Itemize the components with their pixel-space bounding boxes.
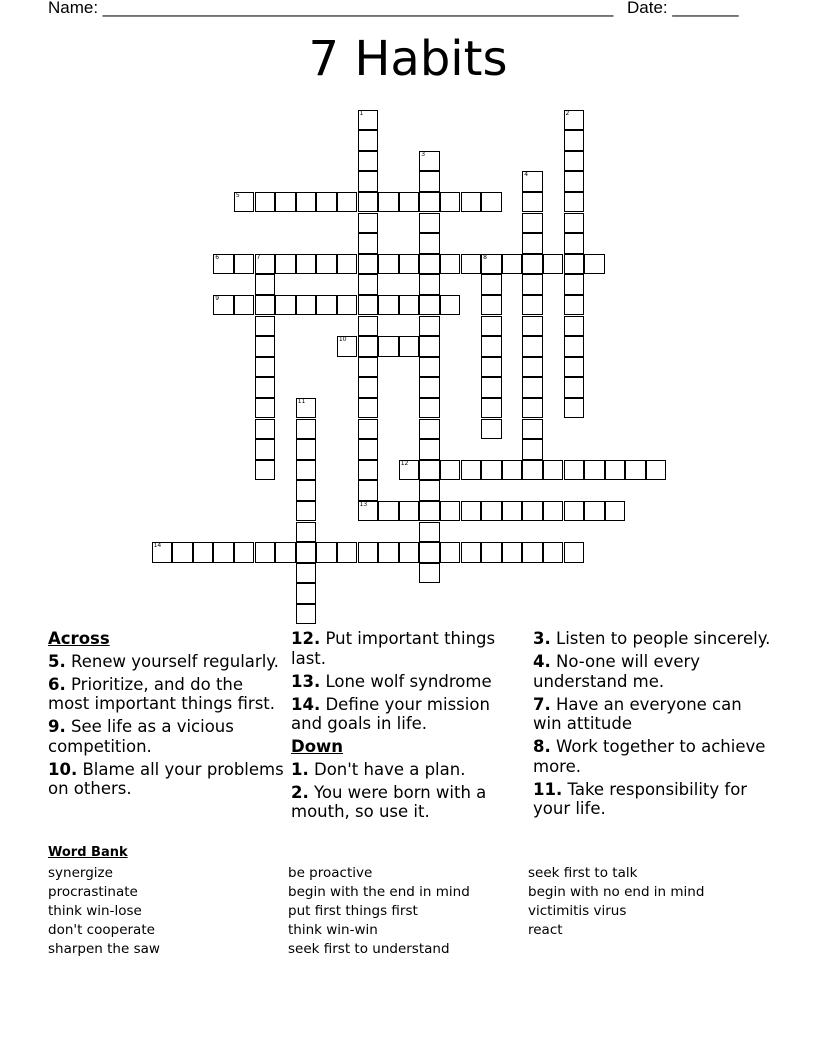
- crossword-cell[interactable]: [419, 192, 440, 213]
- crossword-cell[interactable]: [316, 295, 337, 316]
- crossword-cell[interactable]: [564, 110, 585, 131]
- cell-number: 10: [338, 336, 347, 344]
- crossword-cell[interactable]: [213, 542, 234, 563]
- crossword-cell[interactable]: [564, 130, 585, 151]
- crossword-cell[interactable]: [358, 274, 379, 295]
- crossword-cell[interactable]: [255, 316, 276, 337]
- page-title: 7 Habits: [308, 31, 508, 87]
- crossword-cell[interactable]: [564, 501, 585, 522]
- crossword-cell[interactable]: [522, 192, 543, 213]
- crossword-cell[interactable]: [419, 151, 440, 172]
- crossword-cell[interactable]: [522, 419, 543, 440]
- crossword-cell[interactable]: [358, 336, 379, 357]
- crossword-cell[interactable]: [502, 542, 523, 563]
- crossword-cell[interactable]: [481, 295, 502, 316]
- crossword-cell[interactable]: [419, 480, 440, 501]
- crossword-cell[interactable]: [255, 542, 276, 563]
- crossword-cell[interactable]: [296, 501, 317, 522]
- crossword-cell[interactable]: [564, 336, 585, 357]
- crossword-cell[interactable]: [296, 439, 317, 460]
- word-bank-item: synergize: [48, 865, 113, 881]
- crossword-cell[interactable]: [193, 542, 214, 563]
- crossword-cell[interactable]: [296, 604, 317, 625]
- crossword-cell[interactable]: [358, 480, 379, 501]
- crossword-cell[interactable]: [481, 336, 502, 357]
- cell-number: 14: [153, 542, 162, 550]
- cell-number: 12: [400, 459, 409, 467]
- down-clue-7: 7. Have an everyone can win attitude: [533, 694, 742, 733]
- crossword-cell[interactable]: [316, 254, 337, 275]
- crossword-cell[interactable]: [564, 192, 585, 213]
- crossword-cell[interactable]: [296, 522, 317, 543]
- word-bank-item: begin with no end in mind: [528, 884, 705, 900]
- crossword-cell[interactable]: [543, 460, 564, 481]
- crossword-cell[interactable]: [399, 192, 420, 213]
- crossword-cell[interactable]: [419, 357, 440, 378]
- crossword-cell[interactable]: [419, 439, 440, 460]
- crossword-cell[interactable]: [337, 542, 358, 563]
- crossword-cell[interactable]: [255, 192, 276, 213]
- crossword-cell[interactable]: [564, 357, 585, 378]
- down-clue-1: 1. Don't have a plan.: [291, 759, 466, 779]
- crossword-cell[interactable]: [481, 254, 502, 275]
- crossword-cell[interactable]: [358, 151, 379, 172]
- crossword-cell[interactable]: [584, 501, 605, 522]
- crossword-cell[interactable]: [419, 563, 440, 584]
- crossword-cell[interactable]: [440, 542, 461, 563]
- crossword-cell[interactable]: [255, 295, 276, 316]
- crossword-cell[interactable]: [564, 254, 585, 275]
- crossword-cell[interactable]: [255, 357, 276, 378]
- crossword-cell[interactable]: [419, 542, 440, 563]
- crossword-cell[interactable]: [358, 110, 379, 131]
- crossword-cell[interactable]: [461, 460, 482, 481]
- down-clue-3: 3. Listen to people sincerely.: [533, 629, 771, 648]
- crossword-cell[interactable]: [646, 460, 667, 481]
- crossword-cell[interactable]: [255, 398, 276, 419]
- crossword-cell[interactable]: [564, 295, 585, 316]
- crossword-cell[interactable]: [564, 213, 585, 234]
- crossword-cell[interactable]: [234, 254, 255, 275]
- crossword-cell[interactable]: [502, 460, 523, 481]
- crossword-cell[interactable]: [419, 295, 440, 316]
- crossword-cell[interactable]: [234, 295, 255, 316]
- crossword-cell[interactable]: [461, 501, 482, 522]
- crossword-cell[interactable]: [296, 480, 317, 501]
- crossword-cell[interactable]: [564, 274, 585, 295]
- crossword-cell[interactable]: [481, 357, 502, 378]
- crossword-cell[interactable]: [296, 398, 317, 419]
- crossword-cell[interactable]: [358, 460, 379, 481]
- crossword-cell[interactable]: [358, 542, 379, 563]
- crossword-cell[interactable]: [378, 501, 399, 522]
- word-bank-heading: Word Bank: [48, 845, 128, 860]
- crossword-cell[interactable]: [522, 316, 543, 337]
- crossword-cell[interactable]: [481, 192, 502, 213]
- cell-number: 7: [256, 253, 261, 261]
- crossword-cell[interactable]: [296, 295, 317, 316]
- cell-number: 8: [483, 253, 487, 261]
- crossword-cell[interactable]: [255, 460, 276, 481]
- crossword-cell[interactable]: [564, 233, 585, 254]
- word-bank-item: don't cooperate: [48, 922, 155, 938]
- cell-number: 11: [297, 397, 306, 405]
- crossword-cell[interactable]: [481, 274, 502, 295]
- crossword-cell[interactable]: [358, 316, 379, 337]
- crossword-cell[interactable]: [564, 460, 585, 481]
- crossword-cell[interactable]: [605, 501, 626, 522]
- crossword-cell[interactable]: [522, 460, 543, 481]
- crossword-cell[interactable]: [337, 192, 358, 213]
- crossword-cell[interactable]: [255, 336, 276, 357]
- crossword-cell[interactable]: [358, 377, 379, 398]
- crossword-cell[interactable]: [522, 377, 543, 398]
- crossword-cell[interactable]: [625, 460, 646, 481]
- word-bank-item: be proactive: [288, 865, 373, 881]
- crossword-cell[interactable]: [296, 419, 317, 440]
- crossword-cell[interactable]: [419, 274, 440, 295]
- crossword-cell[interactable]: [172, 542, 193, 563]
- across-clue-10: 10. Blame all your problems on others.: [48, 759, 284, 798]
- crossword-cell[interactable]: [213, 254, 234, 275]
- crossword-cell[interactable]: [213, 295, 234, 316]
- crossword-cell[interactable]: [543, 542, 564, 563]
- crossword-cell[interactable]: [461, 542, 482, 563]
- word-bank-item: think win-lose: [48, 903, 142, 919]
- across-clue-5: 5. Renew yourself regularly.: [48, 651, 279, 671]
- crossword-cell[interactable]: [255, 439, 276, 460]
- crossword-cell[interactable]: [255, 254, 276, 275]
- crossword-cell[interactable]: [316, 192, 337, 213]
- crossword-cell[interactable]: [481, 501, 502, 522]
- crossword-cell[interactable]: [440, 501, 461, 522]
- crossword-cell[interactable]: [564, 171, 585, 192]
- crossword-cell[interactable]: [522, 542, 543, 563]
- crossword-cell[interactable]: [564, 377, 585, 398]
- crossword-cell[interactable]: [296, 563, 317, 584]
- crossword-cell[interactable]: [522, 233, 543, 254]
- crossword-cell[interactable]: [152, 542, 173, 563]
- across-heading: Across: [48, 629, 110, 648]
- crossword-cell[interactable]: [399, 254, 420, 275]
- cell-number: 13: [359, 500, 368, 508]
- crossword-cell[interactable]: [399, 295, 420, 316]
- down-heading: Down: [291, 737, 344, 756]
- crossword-cell[interactable]: [378, 254, 399, 275]
- crossword-cell[interactable]: [296, 192, 317, 213]
- crossword-cell[interactable]: [255, 419, 276, 440]
- clue-column-3: [533, 629, 773, 822]
- crossword-cell[interactable]: [543, 254, 564, 275]
- crossword-cell[interactable]: [358, 439, 379, 460]
- crossword-cell[interactable]: [522, 336, 543, 357]
- clue-column-2: [291, 629, 516, 825]
- crossword-cell[interactable]: [358, 419, 379, 440]
- crossword-cell[interactable]: [461, 254, 482, 275]
- word-bank-column-3: [528, 864, 758, 940]
- crossword-cell[interactable]: [543, 501, 564, 522]
- crossword-cell[interactable]: [399, 460, 420, 481]
- word-bank-item: seek first to talk: [528, 865, 638, 881]
- across-clue-13: 13. Lone wolf syndrome: [291, 671, 492, 691]
- crossword-cell[interactable]: [522, 439, 543, 460]
- crossword-cell[interactable]: [440, 460, 461, 481]
- across-clue-6: 6. Prioritize, and do the most important things first.: [48, 674, 276, 713]
- crossword-cell[interactable]: [399, 336, 420, 357]
- cell-number: 9: [215, 294, 220, 302]
- across-clue-12: 12. Put important things last.: [291, 629, 496, 668]
- crossword-cell[interactable]: [275, 295, 296, 316]
- crossword-cell[interactable]: [255, 274, 276, 295]
- word-bank-item: seek first to understand: [288, 941, 450, 957]
- crossword-cell[interactable]: [522, 501, 543, 522]
- crossword-cell[interactable]: [419, 377, 440, 398]
- date-field-line: Date: _______: [627, 0, 739, 17]
- crossword-cell[interactable]: [316, 542, 337, 563]
- word-bank-item: begin with the end in mind: [288, 884, 470, 900]
- crossword-cell[interactable]: [564, 542, 585, 563]
- word-bank-item: react: [528, 922, 563, 938]
- cell-number: 5: [235, 191, 240, 199]
- crossword-cell[interactable]: [275, 254, 296, 275]
- crossword-cell[interactable]: [419, 254, 440, 275]
- word-bank-column-1: [48, 864, 278, 959]
- cell-number: 2: [565, 109, 570, 117]
- crossword-cell[interactable]: [378, 192, 399, 213]
- crossword-cell[interactable]: [481, 542, 502, 563]
- crossword-cell[interactable]: [358, 130, 379, 151]
- crossword-cell[interactable]: [275, 542, 296, 563]
- crossword-cell[interactable]: [378, 295, 399, 316]
- crossword-cell[interactable]: [358, 192, 379, 213]
- crossword-cell[interactable]: [378, 336, 399, 357]
- crossword-cell[interactable]: [358, 501, 379, 522]
- crossword-cell[interactable]: [296, 254, 317, 275]
- crossword-cell[interactable]: [522, 254, 543, 275]
- cell-number: 1: [359, 109, 364, 117]
- cell-number: 4: [524, 171, 529, 179]
- crossword-cell[interactable]: [419, 398, 440, 419]
- crossword-cell[interactable]: [481, 419, 502, 440]
- cell-number: 3: [421, 150, 426, 158]
- crossword-cell[interactable]: [605, 460, 626, 481]
- crossword-cell[interactable]: [419, 522, 440, 543]
- word-bank-item: think win-win: [288, 922, 378, 938]
- crossword-cell[interactable]: [296, 583, 317, 604]
- crossword-cell[interactable]: [419, 460, 440, 481]
- crossword-cell[interactable]: [419, 419, 440, 440]
- crossword-cell[interactable]: [502, 254, 523, 275]
- crossword-cell[interactable]: [419, 316, 440, 337]
- down-clue-4: 4. No-one will every understand me.: [533, 652, 701, 691]
- crossword-cell[interactable]: [481, 377, 502, 398]
- crossword-cell[interactable]: [522, 357, 543, 378]
- crossword-cell[interactable]: [419, 501, 440, 522]
- crossword-cell[interactable]: [337, 295, 358, 316]
- crossword-cell[interactable]: [461, 192, 482, 213]
- crossword-cell[interactable]: [358, 295, 379, 316]
- down-clue-11: 11. Take responsibility for your life.: [533, 779, 748, 818]
- crossword-cell[interactable]: [358, 254, 379, 275]
- crossword-cell[interactable]: [419, 233, 440, 254]
- crossword-cell[interactable]: [440, 295, 461, 316]
- crossword-cell[interactable]: [358, 233, 379, 254]
- crossword-cell[interactable]: [481, 398, 502, 419]
- crossword-cell[interactable]: [358, 213, 379, 234]
- crossword-cell[interactable]: [399, 542, 420, 563]
- crossword-cell[interactable]: [234, 542, 255, 563]
- crossword-cell[interactable]: [419, 171, 440, 192]
- crossword-cell[interactable]: [440, 254, 461, 275]
- across-clue-14: 14. Define your mission and goals in life.: [291, 694, 490, 733]
- crossword-cell[interactable]: [358, 171, 379, 192]
- crossword-cell[interactable]: [378, 542, 399, 563]
- cell-number: 6: [215, 253, 220, 261]
- crossword-cell[interactable]: [358, 398, 379, 419]
- crossword-cell[interactable]: [522, 213, 543, 234]
- word-bank-item: sharpen the saw: [48, 941, 160, 957]
- down-clue-8: 8. Work together to achieve more.: [533, 737, 766, 776]
- clue-column-1: [48, 629, 288, 802]
- crossword-cell[interactable]: [522, 274, 543, 295]
- crossword-cell[interactable]: [522, 398, 543, 419]
- name-field-line: Name: ______________________________________________________: [48, 0, 614, 17]
- crossword-cell[interactable]: [522, 295, 543, 316]
- crossword-cell[interactable]: [564, 151, 585, 172]
- crossword-cell[interactable]: [481, 316, 502, 337]
- crossword-cell[interactable]: [502, 501, 523, 522]
- across-clue-9: 9. See life as a vicious competition.: [48, 717, 234, 756]
- crossword-cell[interactable]: [419, 336, 440, 357]
- crossword-cell[interactable]: [440, 192, 461, 213]
- crossword-cell[interactable]: [399, 501, 420, 522]
- word-bank-item: victimitis virus: [528, 903, 627, 919]
- word-bank-column-2: [288, 864, 518, 959]
- crossword-cell[interactable]: [337, 336, 358, 357]
- crossword-cell[interactable]: [419, 213, 440, 234]
- crossword-cell[interactable]: [275, 192, 296, 213]
- crossword-cell[interactable]: [296, 460, 317, 481]
- crossword-cell[interactable]: [584, 460, 605, 481]
- crossword-cell[interactable]: [255, 377, 276, 398]
- crossword-cell[interactable]: [481, 460, 502, 481]
- word-bank-item: procrastinate: [48, 884, 138, 900]
- crossword-cell[interactable]: [358, 357, 379, 378]
- crossword-cell[interactable]: [296, 542, 317, 563]
- crossword-cell[interactable]: [234, 192, 255, 213]
- word-bank-item: put first things first: [288, 903, 418, 919]
- crossword-cell[interactable]: [564, 316, 585, 337]
- crossword-cell[interactable]: [564, 398, 585, 419]
- crossword-cell[interactable]: [584, 254, 605, 275]
- crossword-cell[interactable]: [522, 171, 543, 192]
- crossword-cell[interactable]: [337, 254, 358, 275]
- down-clue-2: 2. You were born with a mouth, so use it.: [291, 782, 487, 821]
